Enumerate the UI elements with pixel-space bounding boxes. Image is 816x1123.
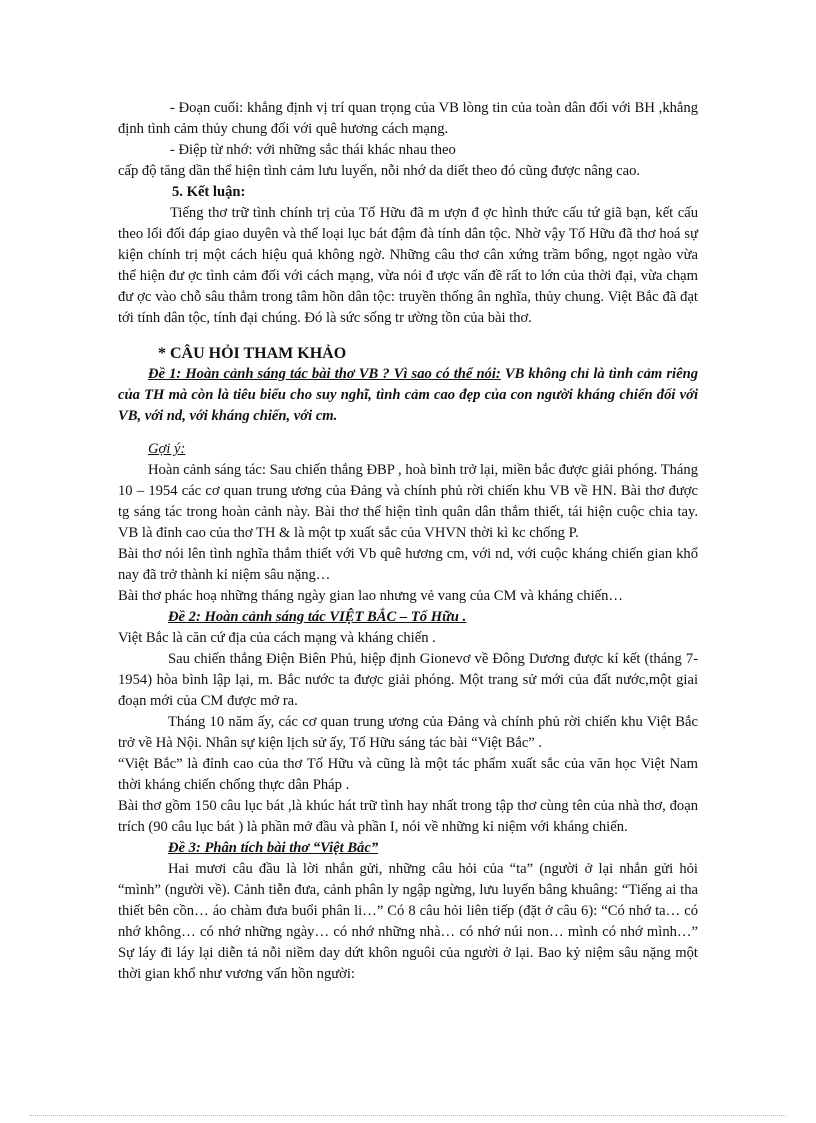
paragraph-peak: “Việt Bắc” là đỉnh cao của thơ Tố Hữu và cũng là một tác phẩm xuất sắc của văn học Việt Nam thời kháng chiến chống thực dân Pháp . — [118, 756, 698, 793]
question-3 — [118, 838, 698, 859]
question-1 — [118, 364, 698, 427]
hint-label: Gợi ý: — [148, 441, 186, 457]
paragraph-emotion-level: cấp độ tăng dần thể hiện tình cảm lưu luyến, nỗi nhớ da diết theo đó cũng được nâng cao. — [118, 163, 641, 179]
paragraph-october: Tháng 10 năm ấy, các cơ quan trung ương của Đảng và chính phủ rời chiến khu Việt Bắc trở về Hà Nội. Nhân sự kiện lịch sử ấy, Tố Hữu sáng tác bài “Việt Bắc” . — [118, 714, 698, 751]
question-1-label: Đề 1: Hoàn cảnh sáng tác bài thơ VB ? Vì sao có thể nói: — [148, 366, 501, 382]
paragraph-conclusion: Tiếng thơ trữ tình chính trị của Tố Hữu đã m ượn đ ợc hình thức cấu tứ giã bạn, kết cấu theo lối đối đáp giao duyên và thể loại lục bát đậm đà tính dân tộc. Nhờ vậy Tố Hữu đã thơ hoá sự kiện chính trị một cách hiệu quả không ngờ. Những câu thơ cân xứng trầm bổng, ngọt ngào vừa thể hiện đư ợc tình cảm đối với cách mạng, vừa nói đ ược vấn đề rất to lớn của thời đại, vừa chạm đư ợc vào chỗ sâu thẳm trong tâm hồn dân tộc: truyền thống ân nghĩa, thủy chung. Việt Bắc đã đạt tới tính dân tộc, tính đại chúng. Đó là sức sống tr ường tồn của bài thơ. — [118, 205, 698, 326]
question-2 — [118, 607, 698, 628]
question-2-label: Đề 2: Hoàn cảnh sáng tác VIỆT BẮC – Tố Hữu . — [168, 609, 467, 625]
paragraph-base: Việt Bắc là căn cứ địa của cách mạng và kháng chiến . — [118, 630, 436, 646]
paragraph-repetition: - Điệp từ nhớ: với những sắc thái khác nhau theo — [170, 142, 456, 158]
heading-reference-questions: * CÂU HỎI THAM KHẢO — [158, 345, 347, 362]
page-bottom-border — [30, 1115, 786, 1116]
question-1-text: VB không chỉ là tình cảm riêng của TH mà còn là tiêu biểu cho suy nghĩ, tình cảm cao đẹp của con người kháng chiến đối với VB, với nd, với kháng chiến, với cm. — [118, 366, 698, 424]
paragraph-sketch: Bài thơ phác hoạ những tháng ngày gian lao nhưng vẻ vang của CM và kháng chiến… — [118, 588, 624, 604]
document-page — [118, 98, 698, 985]
question-3-label: Đề 3: Phân tích bài thơ “Việt Bắc” — [168, 840, 379, 856]
paragraph-final-section: - Đoạn cuối: khẳng định vị trí quan trọng của VB lòng tin của toàn dân đối với BH ,khẳng định tình cảm thủy chung đối với quê hương cách mạng. — [118, 100, 698, 137]
paragraph-friendship: Bài thơ nói lên tình nghĩa thắm thiết với Vb quê hương cm, với nd, với cuộc kháng chiến gian khổ nay đã trở thành kỉ niệm sâu nặng… — [118, 546, 698, 583]
hint-heading — [118, 439, 698, 460]
paragraph-context: Hoàn cảnh sáng tác: Sau chiến thắng ĐBP , hoà bình trở lại, miền bắc được giải phóng. Tháng 10 – 1954 các cơ quan trung ương của Đảng và chính phủ rời chiến khu VB về HN. Bài thơ được tg sáng tác trong hoàn cảnh này. Bài thơ thể hiện tình quân dân thắm thiết, tái hiện cuộc chia tay. VB là đỉnh cao của thơ TH & là một tp xuất sắc của VHVN thời kì kc chống P. — [118, 462, 698, 541]
paragraph-analysis: Hai mươi câu đầu là lời nhắn gửi, những câu hỏi của “ta” (người ở lại nhắn gửi hỏi “mình” (người về). Cảnh tiễn đưa, cảnh phân ly ngập ngừng, lưu luyến bâng khuâng: “Tiếng ai tha thiết bên cồn… áo chàm đưa buổi phân li…” Có 8 câu hỏi liên tiếp (đặt ở câu 6): “Có nhớ ta… có nhớ không… có nhớ những ngày… có nhớ những nhà… có nhớ núi non… mình có nhớ mình…” Sự láy đi láy lại diễn tả nỗi niềm day dứt khôn nguôi của người ở lại. Bao kỷ niệm sâu nặng một thời gian khổ như vương vấn hồn người: — [118, 861, 698, 982]
heading-conclusion: 5. Kết luận: — [172, 184, 246, 200]
paragraph-poem-structure: Bài thơ gồm 150 câu lục bát ,là khúc hát trữ tình hay nhất trong tập thơ cùng tên của nhà thơ, đoạn trích (90 câu lục bát ) là phần mở đầu và phần I, nói về những kỉ niệm với kháng chiến. — [118, 798, 698, 835]
paragraph-dien-bien-phu: Sau chiến thắng Điện Biên Phủ, hiệp định Gionevơ về Đông Dương được kí kết (tháng 7- 1954) hòa bình lập lại, m. Bắc nước ta được giải phóng. Một trang sử mới của đất nước,một giai đoạn mới của CM được mở ra. — [118, 651, 698, 709]
